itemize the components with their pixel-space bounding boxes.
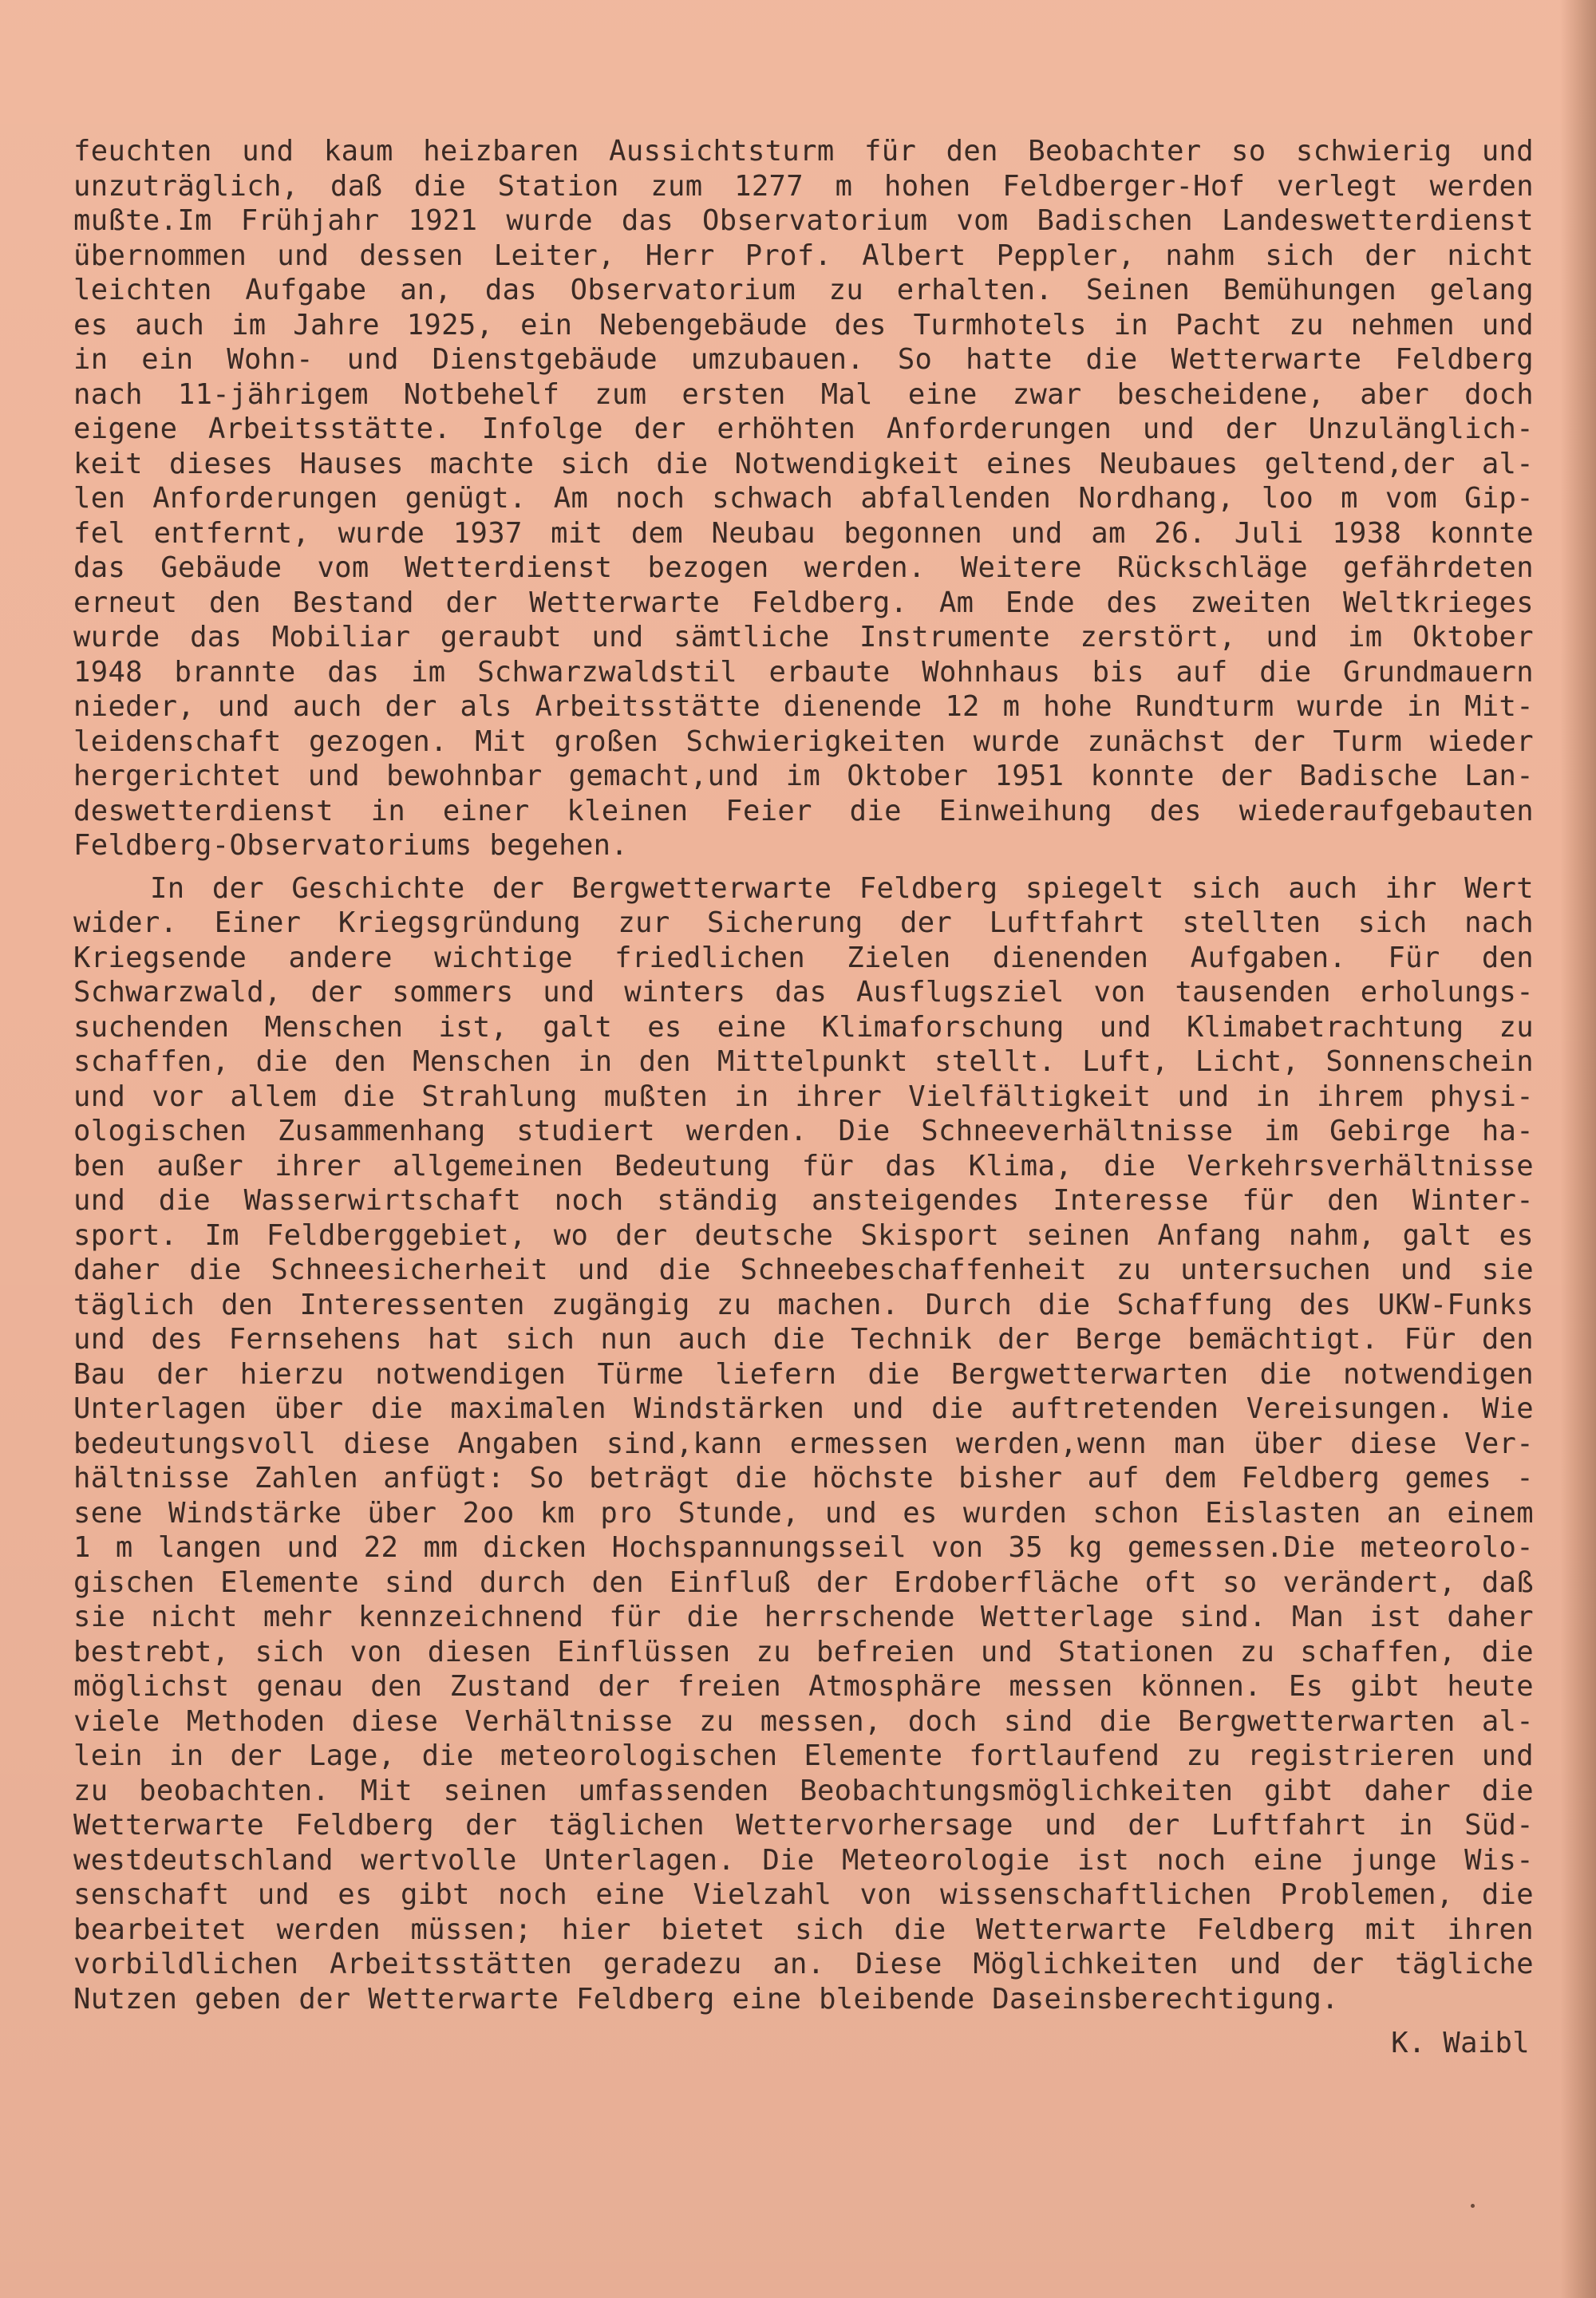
text-line: Feldberg-Observatoriums begehen. — [73, 829, 629, 862]
text-line: 1 m langen und 22 mm dicken Hochspannungsseil von 35 kg gemessen.Die meteorolo- — [73, 1531, 1534, 1564]
text-line: Nutzen geben der Wetterwarte Feldberg eine bleibende Daseinsberechtigung. — [73, 1982, 1339, 2016]
text-line: sene Windstärke über 2oo km pro Stunde, und es wurden schon Eislasten an einem — [73, 1496, 1534, 1530]
text-line: schaffen, die den Menschen in den Mittelpunkt stellt. Luft, Licht, Sonnenschein — [73, 1045, 1534, 1078]
text-line: len Anforderungen genügt. Am noch schwach abfallenden Nordhang, loo m vom Gip- — [73, 482, 1534, 515]
text-line: gischen Elemente sind durch den Einfluß der Erdoberfläche oft so verändert, daß — [73, 1566, 1534, 1599]
text-line: zu beobachten. Mit seinen umfassenden Beobachtungsmöglichkeiten gibt daher die — [73, 1774, 1534, 1807]
text-line: unzuträglich, daß die Station zum 1277 m hohen Feldberger-Hof verlegt werden — [73, 169, 1534, 203]
text-line: hergerichtet und bewohnbar gemacht,und im Oktober 1951 konnte der Badische Lan- — [73, 760, 1534, 792]
text-line: Unterlagen über die maximalen Windstärken und die auftretenden Vereisungen. Wie — [73, 1392, 1534, 1425]
paragraph-observatory-value — [73, 871, 1534, 2017]
text-line: hältnisse Zahlen anfügt: So beträgt die höchste bisher auf dem Feldberg gemes - — [73, 1462, 1534, 1494]
text-line: In der Geschichte der Bergwetterwarte Feldberg spiegelt sich auch ihr Wert — [150, 871, 1534, 905]
text-line: deswetterdienst in einer kleinen Feier die Einweihung des wiederaufgebauten — [73, 794, 1534, 827]
text-line: und des Fernsehens hat sich nun auch die Technik der Berge bemächtigt. Für den — [73, 1323, 1534, 1356]
text-line: lein in der Lage, die meteorologischen Elemente fortlaufend zu registrieren und — [73, 1739, 1534, 1772]
text-line: wurde das Mobiliar geraubt und sämtliche Instrumente zerstört, und im Oktober — [73, 621, 1534, 653]
text-line: täglich den Interessenten zugängig zu machen. Durch die Schaffung des UKW-Funks — [73, 1288, 1534, 1321]
text-line: Kriegsende andere wichtige friedlichen Zielen dienenden Aufgaben. Für den — [73, 941, 1534, 974]
text-line: westdeutschland wertvolle Unterlagen. Die Meteorologie ist noch eine junge Wis- — [73, 1843, 1534, 1877]
text-line: das Gebäude vom Wetterdienst bezogen werden. Weitere Rückschläge gefährdeten — [73, 551, 1534, 584]
text-line: Wetterwarte Feldberg der täglichen Wettervorhersage und der Luftfahrt in Süd- — [73, 1809, 1534, 1842]
text-line: Schwarzwald, der sommers und winters das Ausflugsziel von tausenden erholungs- — [73, 976, 1534, 1009]
text-line: erneut den Bestand der Wetterwarte Feldberg. Am Ende des zweiten Weltkrieges — [73, 586, 1534, 619]
text-line: suchenden Menschen ist, galt es eine Klimaforschung und Klimabetrachtung zu — [73, 1010, 1534, 1044]
author-signature: K. Waibl — [1391, 2027, 1530, 2059]
text-line: eigene Arbeitsstätte. Infolge der erhöhten Anforderungen und der Unzulänglich- — [73, 413, 1534, 445]
text-line: senschaft und es gibt noch eine Vielzahl von wissenschaftlichen Problemen, die — [73, 1878, 1534, 1911]
text-line: übernommen und dessen Leiter, Herr Prof. Albert Peppler, nahm sich der nicht — [73, 239, 1534, 272]
text-line: vorbildlichen Arbeitsstätten geradezu an. Diese Möglichkeiten und der tägliche — [73, 1948, 1534, 1980]
text-line: viele Methoden diese Verhältnisse zu messen, doch sind die Bergwetterwarten al- — [73, 1704, 1534, 1738]
text-line: nach 11-jährigem Notbehelf zum ersten Mal eine zwar bescheidene, aber doch — [73, 377, 1534, 411]
text-line: feuchten und kaum heizbaren Aussichtsturm für den Beobachter so schwierig und — [73, 135, 1534, 168]
text-line: sie nicht mehr kennzeichnend für die herrschende Wetterlage sind. Man ist daher — [73, 1601, 1534, 1633]
text-line: es auch im Jahre 1925, ein Nebengebäude des Turmhotels in Pacht zu nehmen und — [73, 308, 1534, 342]
text-line: bestrebt, sich von diesen Einflüssen zu befreien und Stationen zu schaffen, die — [73, 1635, 1534, 1668]
text-line: keit dieses Hauses machte sich die Notwendigkeit eines Neubaues geltend,der al- — [73, 447, 1534, 480]
text-line: in ein Wohn- und Dienstgebäude umzubauen. So hatte die Wetterwarte Feldberg — [73, 343, 1534, 376]
paragraph-observatory-history — [73, 134, 1534, 863]
text-line: sport. Im Feldberggebiet, wo der deutsche Skisport seinen Anfang nahm, galt es — [73, 1218, 1534, 1252]
text-line: und vor allem die Strahlung mußten in ihrer Vielfältigkeit und in ihrem physi- — [73, 1080, 1534, 1113]
text-line: bearbeitet werden müssen; hier bietet sich die Wetterwarte Feldberg mit ihren — [73, 1913, 1534, 1946]
text-line: möglichst genau den Zustand der freien Atmosphäre messen können. Es gibt heute — [73, 1670, 1534, 1703]
text-line: Bau der hierzu notwendigen Türme liefern die Bergwetterwarten die notwendigen — [73, 1357, 1534, 1391]
text-line: wider. Einer Kriegsgründung zur Sicherung der Luftfahrt stellten sich nach — [73, 906, 1534, 939]
text-line: nieder, und auch der als Arbeitsstätte dienende 12 m hohe Rundturm wurde in Mit- — [73, 690, 1534, 723]
text-line: leidenschaft gezogen. Mit großen Schwierigkeiten wurde zunächst der Turm wieder — [73, 725, 1534, 758]
text-line: ben außer ihrer allgemeinen Bedeutung für das Klima, die Verkehrsverhältnisse — [73, 1149, 1534, 1183]
text-line: ologischen Zusammenhang studiert werden. Die Schneeverhältnisse im Gebirge ha- — [73, 1115, 1534, 1147]
typewritten-text-body — [73, 134, 1534, 2061]
text-line: und die Wasserwirtschaft noch ständig ansteigendes Interesse für den Winter- — [73, 1184, 1534, 1217]
text-line: bedeutungsvoll diese Angaben sind,kann ermessen werden,wenn man über diese Ver- — [73, 1427, 1534, 1460]
paragraph-gap — [73, 863, 1534, 871]
text-line: daher die Schneesicherheit und die Schneebeschaffenheit zu untersuchen und sie — [73, 1254, 1534, 1286]
text-line: leichten Aufgabe an, das Observatorium zu erhalten. Seinen Bemühungen gelang — [73, 274, 1534, 306]
text-line: mußte.Im Frühjahr 1921 wurde das Observatorium vom Badischen Landeswetterdienst — [73, 204, 1534, 237]
text-line: 1948 brannte das im Schwarzwaldstil erbaute Wohnhaus bis auf die Grundmauern — [73, 655, 1534, 689]
text-line: fel entfernt, wurde 1937 mit dem Neubau begonnen und am 26. Juli 1938 konnte — [73, 516, 1534, 550]
paper-speck — [1471, 2204, 1475, 2208]
